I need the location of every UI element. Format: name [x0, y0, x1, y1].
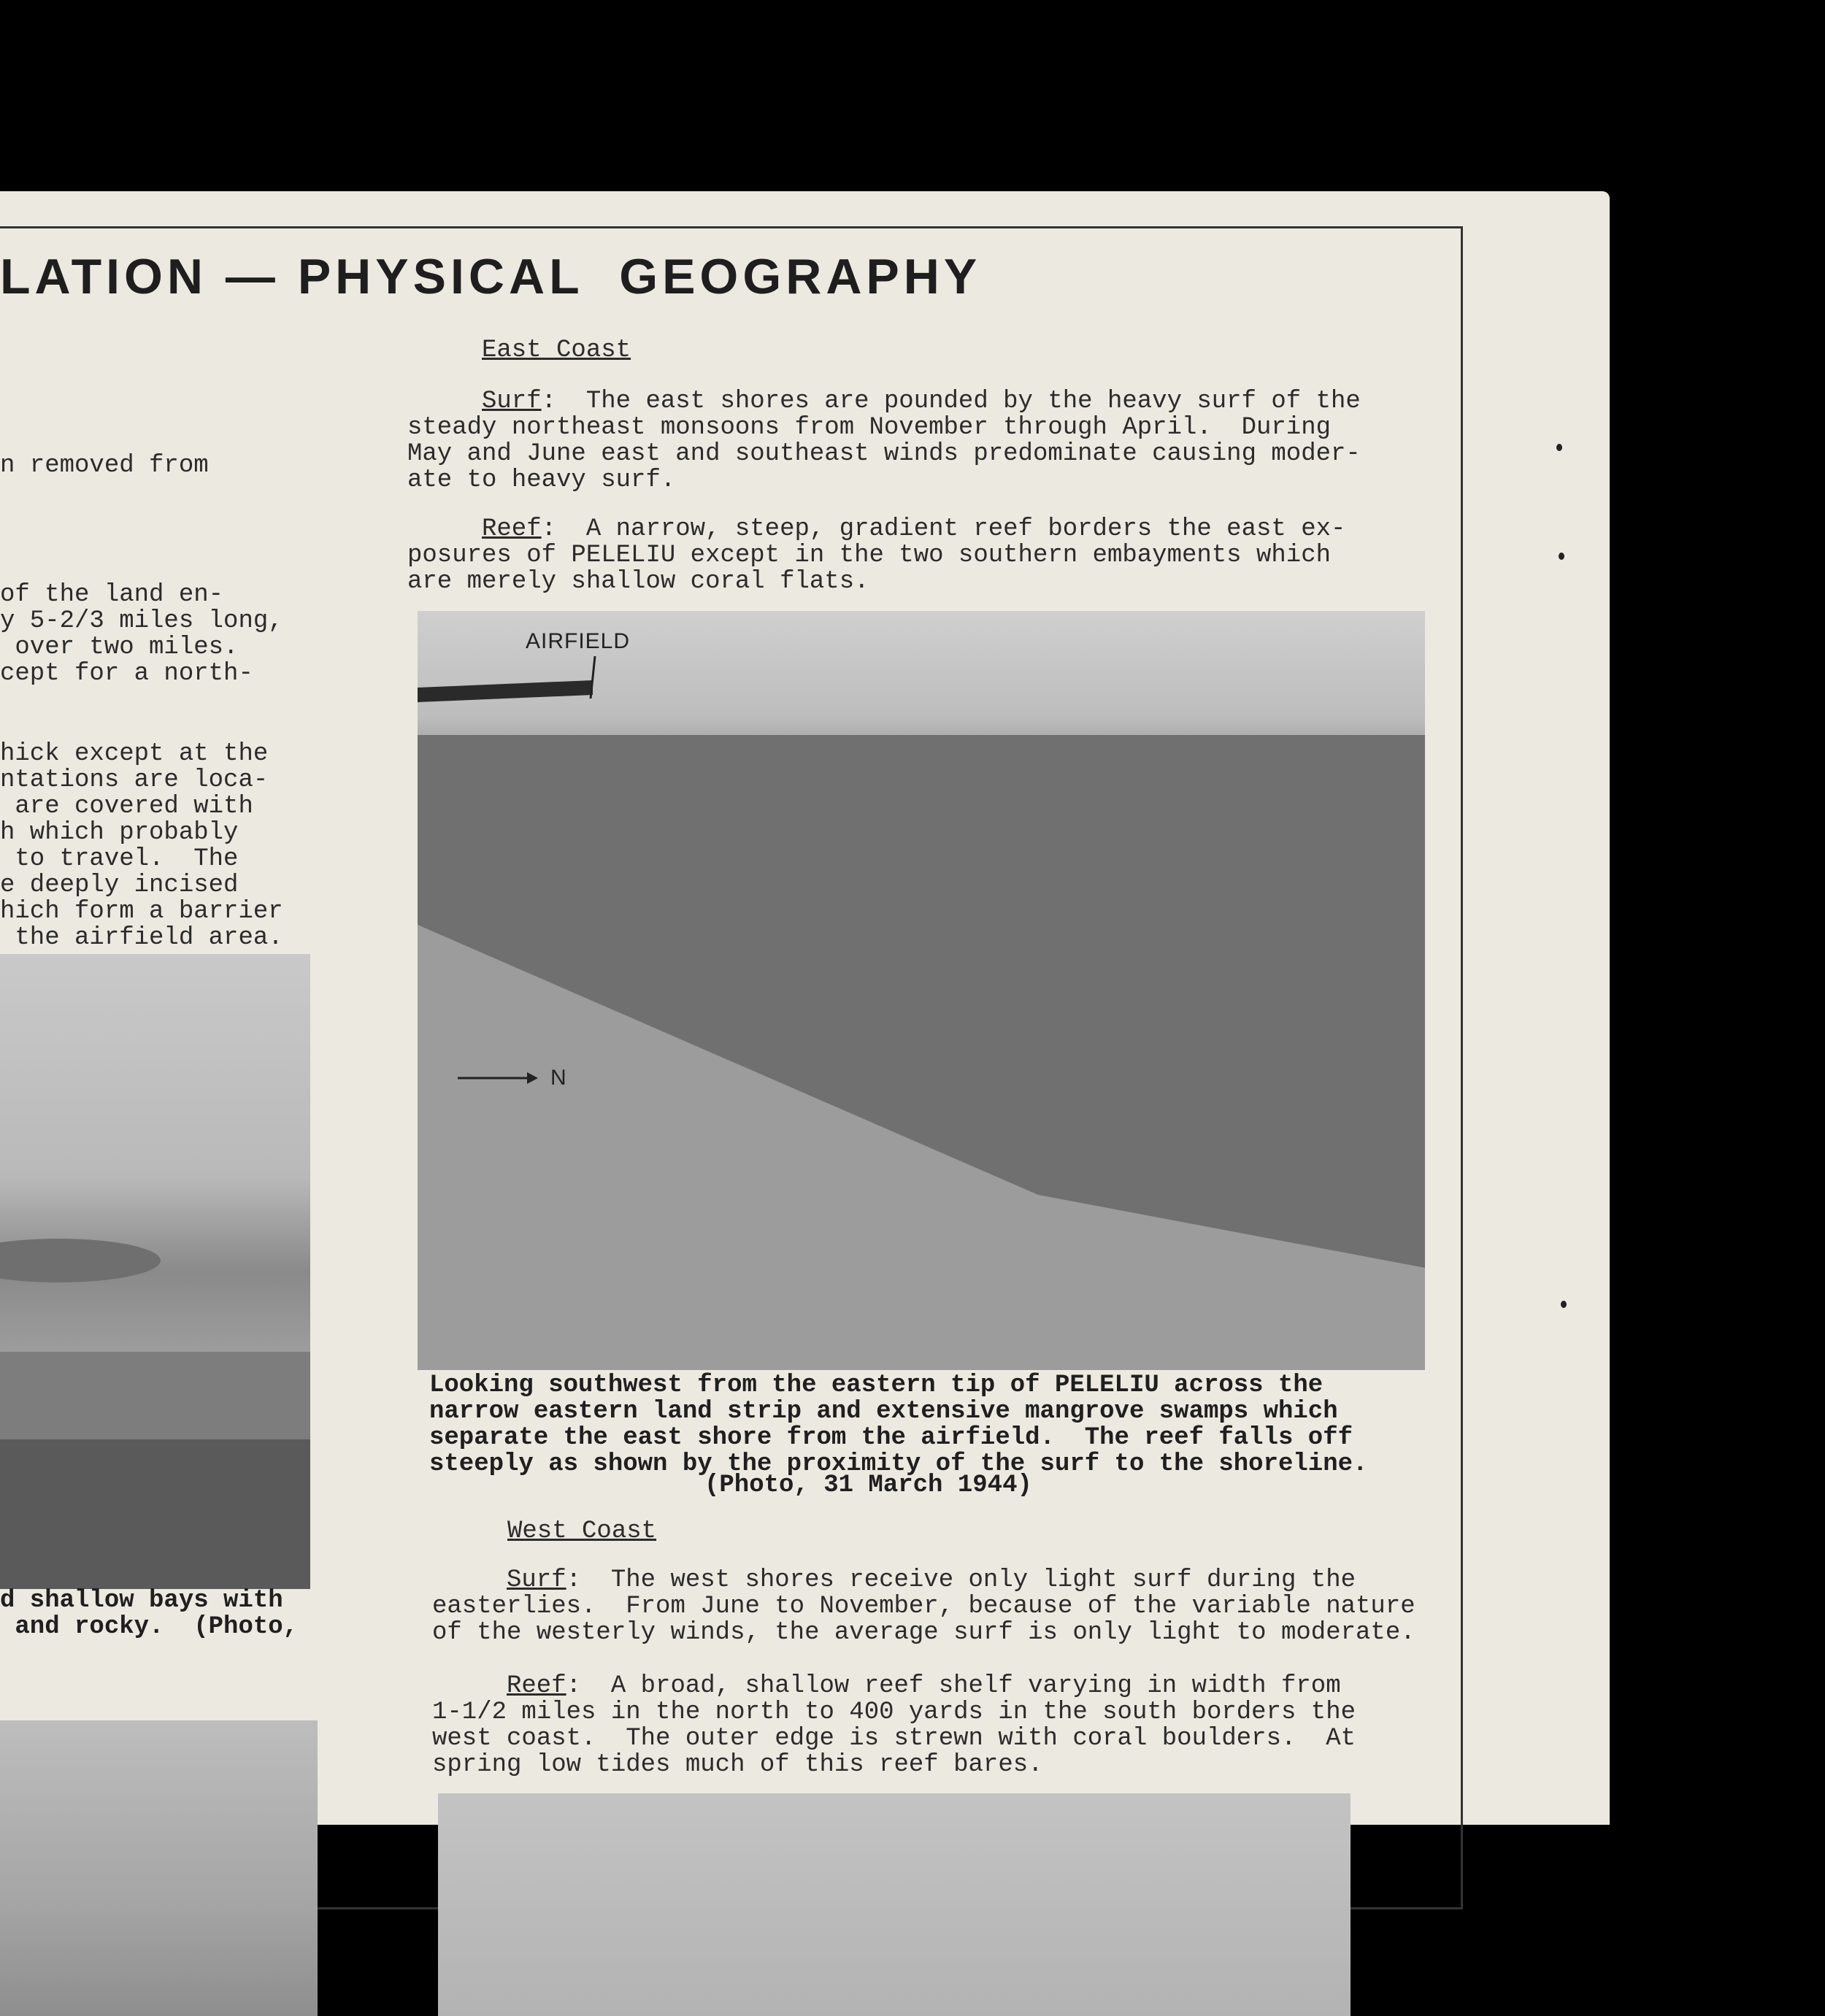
east-coast-reef-paragraph	[407, 516, 1345, 595]
surf-label: Surf	[482, 388, 542, 415]
east-surf-text: : The east shores are pounded by the heavy surf of the steady northeast monsoons from November through April. During May and June east and southeast winds predominate causing moder- ate to heavy surf.	[407, 388, 1361, 494]
west-coast-reef-paragraph	[432, 1673, 1356, 1778]
east-coast-aerial-photo	[418, 611, 1425, 1370]
binding-hole	[1561, 1301, 1567, 1308]
west-coast-photo	[438, 1793, 1350, 2016]
west-reef-text: : A broad, shallow reef shelf varying in width from 1-1/2 miles in the north to 400 yards in the south borders the west coast. The outer edge is strewn with coral boulders. At spring low tides much of this reef bares.	[432, 1672, 1356, 1779]
left-text-fragment: n removed from	[0, 452, 209, 480]
left-paragraph-size: of the land en- y 5-2/3 miles long, over two miles. cept for a north-	[0, 581, 283, 688]
left-paragraph-vegetation: hick except at the ntations are loca- are covered with h which probably to travel. The e deeply incised hich form a barrier the airfield area.	[0, 740, 283, 952]
binding-hole	[1559, 553, 1564, 560]
left-aerial-photo	[0, 954, 310, 1589]
binding-hole	[1556, 444, 1562, 451]
left-photo-texture	[0, 954, 310, 1589]
page-heading: LATION — PHYSICAL GEOGRAPHY	[0, 249, 982, 304]
west-coast-surf-paragraph	[432, 1567, 1415, 1646]
main-photo-credit: (Photo, 31 March 1944)	[704, 1471, 1032, 1499]
west-reef-label: Reef	[507, 1672, 566, 1700]
north-arrow-label: N	[550, 1066, 567, 1090]
airfield-label: AIRFIELD	[526, 629, 631, 653]
main-photo-caption: Looking southwest from the eastern tip of PELELIU across the narrow eastern land strip and extensive mangrove swamps which separate the east shore from the airfield. The reef falls off steeply as shown by the proximity of the surf to the shoreline.	[429, 1371, 1368, 1478]
left-photo-caption: d shallow bays with and rocky. (Photo,	[0, 1587, 299, 1641]
west-surf-label: Surf	[507, 1566, 566, 1594]
west-surf-text: : The west shores receive only light surf during the easterlies. From June to November, because of the variable nature of the westerly winds, the average surf is only light to moderate.	[432, 1566, 1415, 1647]
east-coast-heading: East Coast	[482, 336, 631, 364]
west-coast-heading: West Coast	[507, 1517, 657, 1545]
east-coast-surf-paragraph	[407, 388, 1361, 493]
left-lower-photo	[0, 1720, 318, 2016]
reef-label: Reef	[482, 515, 542, 543]
main-photo-texture	[418, 611, 1425, 1370]
east-reef-text: : A narrow, steep, gradient reef borders the east ex- posures of PELELIU except in the two southern embayments which are merely shallow coral flats.	[407, 515, 1346, 596]
document-page	[0, 191, 1610, 1825]
